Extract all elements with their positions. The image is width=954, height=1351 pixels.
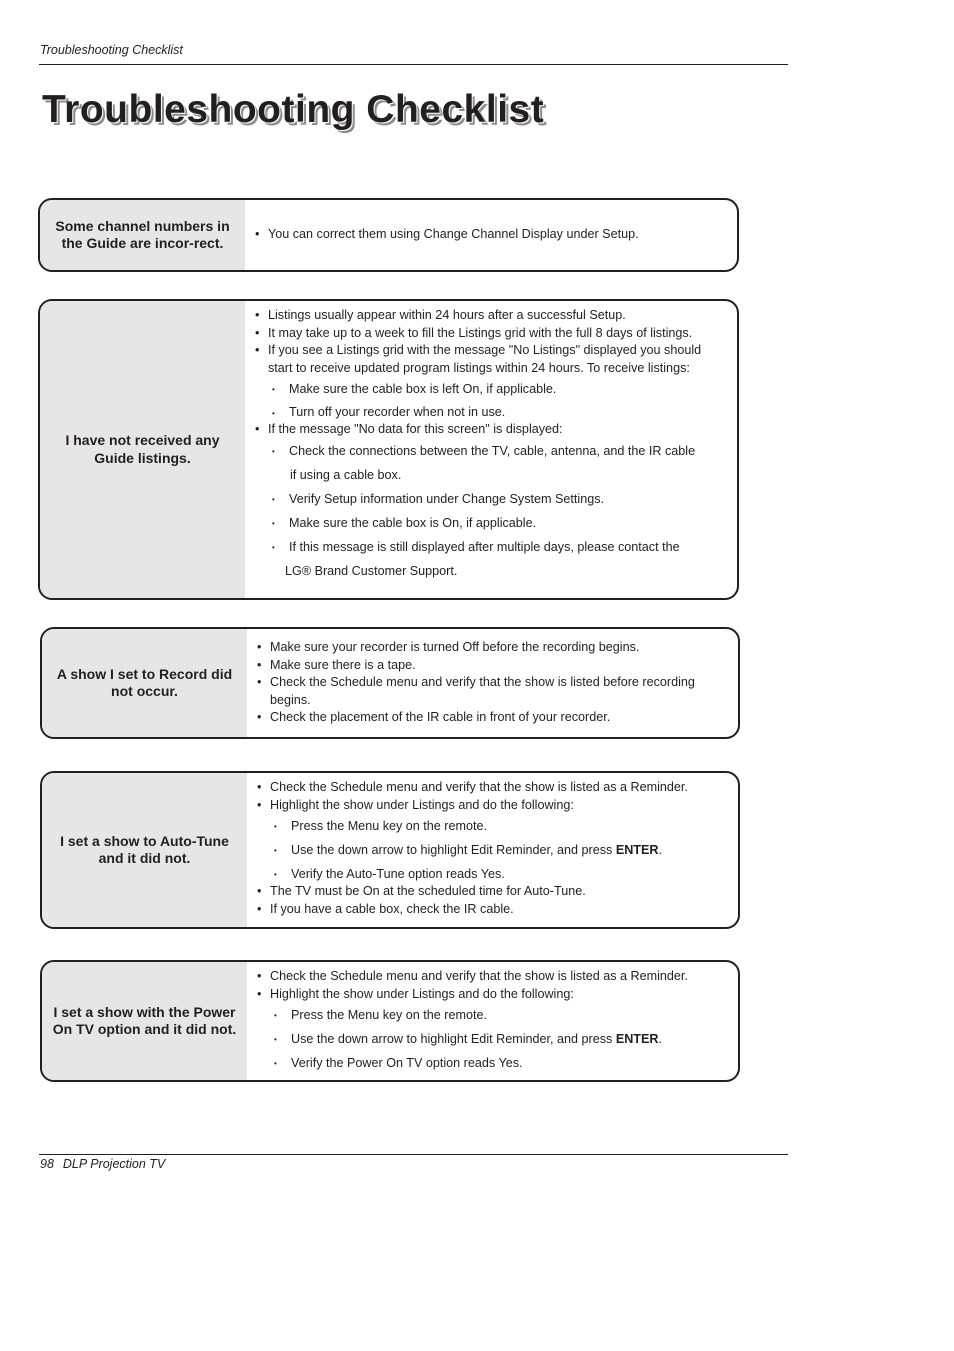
checklist-item-channel-numbers	[38, 198, 739, 272]
solution-bullet: • If you have a cable box, check the IR cable.	[257, 901, 722, 919]
solution-bullet: • If the message "No data for this screen" is displayed:	[255, 421, 721, 439]
solution-bullet: • Highlight the show under Listings and do the following:	[257, 797, 722, 815]
symptom-label: I set a show to Auto-Tune and it did not.	[42, 773, 247, 927]
solution-bullet: • Listings usually appear within 24 hours after a successful Setup.	[255, 307, 721, 325]
solution-sub-bullet: • Verify the Auto-Tune option reads Yes.	[257, 865, 722, 883]
sub-bullet-continuation: if using a cable box.	[290, 467, 402, 482]
sub-bullet-text: If this message is still displayed after multiple days, please contact the	[289, 539, 680, 554]
solution-bullet: • Check the Schedule menu and verify that the show is listed as a Reminder.	[257, 779, 722, 797]
solution-list	[247, 629, 738, 737]
page-title: Troubleshooting Checklist	[42, 88, 545, 131]
solution-sub-bullet: • Verify the Power On TV option reads Yes.	[257, 1051, 722, 1075]
solution-bullet: • You can correct them using Change Channel Display under Setup.	[255, 226, 639, 244]
running-header: Troubleshooting Checklist	[40, 43, 183, 57]
page-number: 98	[40, 1157, 54, 1171]
symptom-label: I have not received any Guide listings.	[40, 301, 245, 598]
sub-bullet-text: Check the connections between the TV, cable, antenna, and the IR cable	[289, 443, 696, 458]
sub-bullet-continuation: LG® Brand Customer Support.	[285, 563, 458, 578]
solution-list	[245, 301, 737, 598]
solution-sub-bullet: • Press the Menu key on the remote.	[257, 1003, 722, 1027]
solution-sub-bullet: • Make sure the cable box is left On, if applicable.	[255, 377, 721, 401]
solution-bullet: • Check the placement of the IR cable in front of your recorder.	[257, 709, 712, 727]
solution-bullet: • Make sure there is a tape.	[257, 657, 712, 675]
solution-bullet: • It may take up to a week to fill the Listings grid with the full 8 days of listings.	[255, 325, 721, 343]
solution-list	[245, 200, 737, 270]
page-footer	[40, 1157, 174, 1171]
solution-sub-bullet: • Press the Menu key on the remote.	[257, 814, 722, 838]
solution-sub-bullet: • Make sure the cable box is On, if applicable.	[255, 511, 721, 535]
solution-sub-bullet: • Turn off your recorder when not in use.	[255, 404, 721, 421]
product-name: DLP Projection TV	[62, 1157, 166, 1171]
solution-sub-bullet: • Verify Setup information under Change System Settings.	[255, 487, 721, 511]
solution-bullet: • If you see a Listings grid with the message "No Listings" displayed you should start to receive updated program listings within 24 hours. To receive listings:	[255, 342, 721, 377]
enter-key-label: ENTER	[615, 843, 659, 857]
checklist-item-power-on-tv	[40, 960, 740, 1082]
sub-bullet-text: .	[658, 843, 662, 857]
sub-bullet-text: .	[658, 1032, 662, 1046]
sub-bullet-text: Use the down arrow to highlight Edit Reminder, and press	[291, 1032, 616, 1046]
checklist-item-guide-listings	[38, 299, 739, 600]
solution-list	[247, 773, 738, 927]
solution-sub-bullet	[255, 535, 721, 583]
solution-bullet: • Make sure your recorder is turned Off before the recording begins.	[257, 639, 712, 657]
footer-rule	[39, 1154, 788, 1155]
solution-sub-bullet	[257, 838, 722, 862]
symptom-label: I set a show with the Power On TV option and it did not.	[42, 962, 247, 1080]
enter-key-label: ENTER	[615, 1032, 659, 1046]
checklist-item-auto-tune	[40, 771, 740, 929]
symptom-label: A show I set to Record did not occur.	[42, 629, 247, 737]
solution-sub-bullet	[255, 439, 721, 487]
solution-bullet: • Check the Schedule menu and verify that the show is listed before recording begins.	[257, 674, 712, 709]
header-rule	[39, 64, 788, 65]
sub-bullet-text: Use the down arrow to highlight Edit Reminder, and press	[291, 843, 616, 857]
solution-bullet: • Highlight the show under Listings and do the following:	[257, 986, 722, 1004]
solution-bullet: • The TV must be On at the scheduled time for Auto-Tune.	[257, 883, 722, 901]
symptom-label: Some channel numbers in the Guide are incor-rect.	[40, 200, 245, 270]
checklist-item-record-failed	[40, 627, 740, 739]
solution-bullet: • Check the Schedule menu and verify that the show is listed as a Reminder.	[257, 968, 722, 986]
solution-sub-bullet	[257, 1027, 722, 1051]
solution-list	[247, 962, 738, 1080]
